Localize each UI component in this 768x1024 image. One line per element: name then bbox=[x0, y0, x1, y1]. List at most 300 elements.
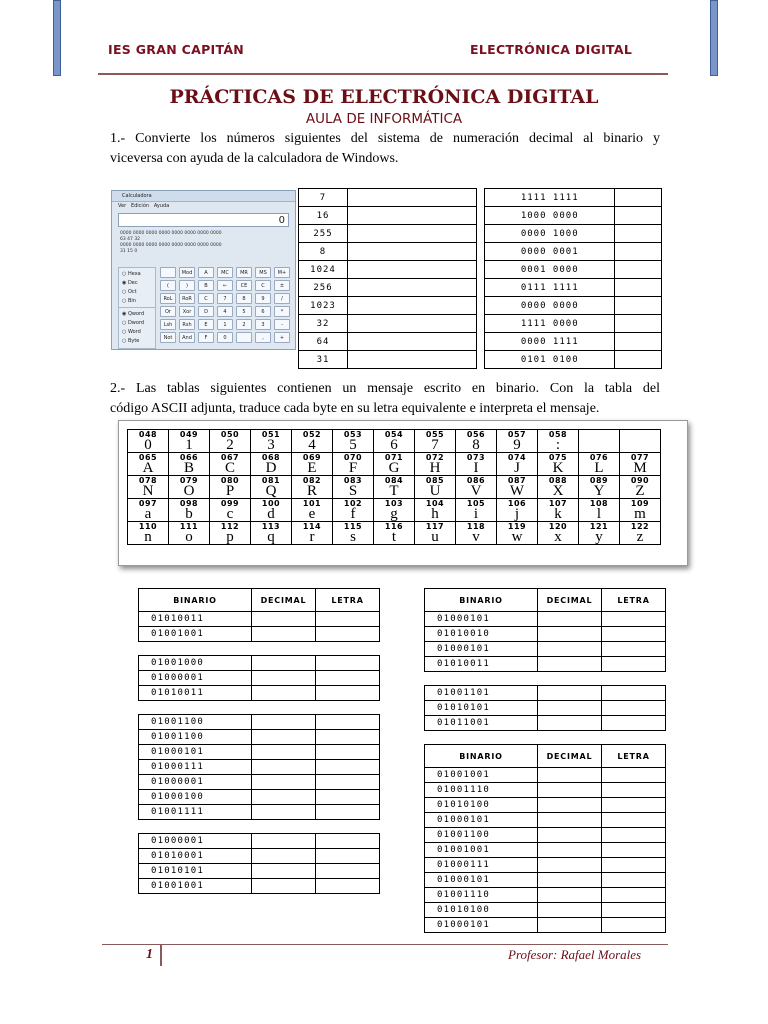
ascii-char: o bbox=[185, 529, 193, 545]
ascii-char: 7 bbox=[431, 437, 439, 453]
decimal-answer-cell[interactable] bbox=[538, 843, 602, 858]
calculator-word-option: ○ Word bbox=[122, 329, 141, 335]
letter-answer-cell[interactable] bbox=[316, 760, 380, 775]
calculator-key: Not bbox=[160, 332, 176, 343]
answer-cell[interactable] bbox=[615, 315, 662, 333]
letter-answer-cell[interactable] bbox=[602, 612, 666, 627]
ascii-code: 098 bbox=[179, 499, 199, 508]
footer-rule bbox=[102, 944, 668, 945]
binary-byte: 01001100 bbox=[139, 730, 252, 745]
ascii-code: 048 bbox=[138, 430, 158, 439]
binary-byte: 01010011 bbox=[425, 657, 538, 672]
given-value: 1111 1111 bbox=[485, 189, 615, 207]
calculator-key: C bbox=[255, 280, 271, 291]
table-row bbox=[485, 279, 662, 297]
table-row bbox=[139, 730, 380, 745]
answer-cell[interactable] bbox=[348, 297, 477, 315]
ascii-cell bbox=[374, 453, 415, 476]
decimal-answer-cell[interactable] bbox=[252, 849, 316, 864]
letter-answer-cell[interactable] bbox=[316, 612, 380, 627]
ascii-code: 077 bbox=[630, 453, 650, 462]
ascii-cell bbox=[128, 499, 169, 522]
table-row bbox=[299, 225, 477, 243]
ascii-code: 066 bbox=[179, 453, 199, 462]
ascii-row bbox=[128, 476, 661, 499]
binary-byte: 01001001 bbox=[139, 879, 252, 894]
table-row bbox=[299, 279, 477, 297]
exercise-2-line-1: 2.- Las tablas siguientes contienen un mensaje escrito en binario. Con la tabla del bbox=[110, 381, 660, 396]
calculator-word-group bbox=[118, 307, 156, 349]
table-row bbox=[299, 243, 477, 261]
exercise-1-line-2: viceversa con ayuda de la calculadora de Windows. bbox=[110, 151, 399, 166]
ascii-code: 072 bbox=[425, 453, 445, 462]
ascii-char: Z bbox=[635, 483, 645, 499]
ascii-cell bbox=[456, 453, 497, 476]
ascii-code: 118 bbox=[466, 522, 486, 531]
answer-cell[interactable] bbox=[348, 225, 477, 243]
ascii-code: 069 bbox=[302, 453, 322, 462]
decimal-answer-cell[interactable] bbox=[538, 642, 602, 657]
letter-answer-cell[interactable] bbox=[602, 783, 666, 798]
page-subtitle: AULA DE INFORMÁTICA bbox=[305, 111, 463, 127]
binary-byte: 01000001 bbox=[139, 775, 252, 790]
ascii-char: O bbox=[183, 483, 195, 499]
ascii-char: L bbox=[594, 460, 604, 476]
table-row bbox=[425, 701, 666, 716]
letter-answer-cell[interactable] bbox=[602, 843, 666, 858]
calculator-key: / bbox=[274, 293, 290, 304]
table-row bbox=[299, 351, 477, 369]
calculator-keypad bbox=[160, 267, 292, 343]
decimal-answer-cell[interactable] bbox=[538, 828, 602, 843]
ascii-code: 055 bbox=[425, 430, 445, 439]
letter-answer-cell[interactable] bbox=[602, 798, 666, 813]
letter-answer-cell[interactable] bbox=[602, 873, 666, 888]
binary-byte: 01010011 bbox=[139, 686, 252, 701]
decimal-answer-cell[interactable] bbox=[538, 798, 602, 813]
ascii-code: 075 bbox=[548, 453, 568, 462]
binary-byte: 01000001 bbox=[139, 671, 252, 686]
binary-byte: 01001100 bbox=[139, 715, 252, 730]
ascii-char: q bbox=[267, 529, 275, 545]
answer-cell[interactable] bbox=[615, 225, 662, 243]
letter-answer-cell[interactable] bbox=[316, 849, 380, 864]
calculator-key: ( bbox=[160, 280, 176, 291]
ascii-cell bbox=[210, 476, 251, 499]
calculator-key bbox=[236, 332, 252, 343]
ascii-code: 102 bbox=[343, 499, 363, 508]
letter-answer-cell[interactable] bbox=[316, 627, 380, 642]
table-row bbox=[139, 760, 380, 775]
table-row bbox=[485, 315, 662, 333]
ascii-cell bbox=[251, 430, 292, 453]
ascii-cell bbox=[497, 499, 538, 522]
letter-answer-cell[interactable] bbox=[316, 805, 380, 820]
letter-answer-cell[interactable] bbox=[316, 730, 380, 745]
decimal-answer-cell[interactable] bbox=[538, 813, 602, 828]
ascii-cell bbox=[333, 453, 374, 476]
letter-answer-cell[interactable] bbox=[602, 888, 666, 903]
answer-cell[interactable] bbox=[348, 189, 477, 207]
answer-cell[interactable] bbox=[615, 189, 662, 207]
decimal-answer-cell[interactable] bbox=[538, 716, 602, 731]
table-row bbox=[139, 715, 380, 730]
ascii-code: 119 bbox=[507, 522, 527, 531]
binary-byte: 01001110 bbox=[425, 888, 538, 903]
decimal-answer-cell[interactable] bbox=[252, 834, 316, 849]
table-row bbox=[139, 686, 380, 701]
ascii-char: A bbox=[142, 460, 154, 476]
table-row bbox=[425, 716, 666, 731]
letter-answer-cell[interactable] bbox=[602, 858, 666, 873]
column-header-binary: BINARIO bbox=[425, 589, 538, 612]
letter-answer-cell[interactable] bbox=[602, 716, 666, 731]
table-row bbox=[425, 858, 666, 873]
answer-cell[interactable] bbox=[348, 261, 477, 279]
ascii-code: 083 bbox=[343, 476, 363, 485]
binary-message-table bbox=[138, 655, 380, 701]
decimal-answer-cell[interactable] bbox=[252, 805, 316, 820]
ascii-cell bbox=[210, 499, 251, 522]
footer-author: Profesor: Rafael Morales bbox=[508, 947, 642, 962]
decimal-answer-cell[interactable] bbox=[538, 768, 602, 783]
ascii-code: 051 bbox=[261, 430, 281, 439]
given-value: 0000 1000 bbox=[485, 225, 615, 243]
binary-byte: 01000100 bbox=[139, 790, 252, 805]
answer-cell[interactable] bbox=[615, 207, 662, 225]
ascii-code: 089 bbox=[589, 476, 609, 485]
ascii-cell bbox=[620, 522, 661, 545]
calculator-key: 4 bbox=[217, 306, 233, 317]
ascii-cell bbox=[456, 476, 497, 499]
given-value: 0000 0001 bbox=[485, 243, 615, 261]
ascii-code: 080 bbox=[220, 476, 240, 485]
ascii-char: 8 bbox=[472, 437, 480, 453]
answer-cell[interactable] bbox=[348, 243, 477, 261]
ascii-char: 3 bbox=[267, 437, 275, 453]
table-row bbox=[425, 843, 666, 858]
binary-byte: 01000101 bbox=[139, 745, 252, 760]
given-value: 255 bbox=[299, 225, 348, 243]
ascii-cell bbox=[415, 522, 456, 545]
decimal-answer-cell[interactable] bbox=[252, 730, 316, 745]
decimal-answer-cell[interactable] bbox=[538, 657, 602, 672]
ascii-cell bbox=[374, 476, 415, 499]
decimal-answer-cell[interactable] bbox=[252, 656, 316, 671]
ascii-char: j bbox=[514, 506, 520, 522]
ascii-char: S bbox=[348, 483, 358, 499]
table-row bbox=[425, 918, 666, 933]
table-row bbox=[485, 243, 662, 261]
answer-cell[interactable] bbox=[615, 333, 662, 351]
binary-byte: 01010010 bbox=[425, 627, 538, 642]
binary-byte: 01000101 bbox=[425, 918, 538, 933]
letter-answer-cell[interactable] bbox=[316, 790, 380, 805]
ascii-char: W bbox=[509, 483, 525, 499]
ascii-cell bbox=[169, 522, 210, 545]
letter-answer-cell[interactable] bbox=[316, 834, 380, 849]
letter-answer-cell[interactable] bbox=[602, 903, 666, 918]
decimal-answer-cell[interactable] bbox=[538, 918, 602, 933]
letter-answer-cell[interactable] bbox=[316, 686, 380, 701]
table-row bbox=[425, 612, 666, 627]
decimal-answer-cell[interactable] bbox=[252, 715, 316, 730]
decimal-answer-cell[interactable] bbox=[252, 671, 316, 686]
answer-cell[interactable] bbox=[348, 207, 477, 225]
ascii-cell bbox=[292, 499, 333, 522]
table-row bbox=[299, 297, 477, 315]
given-value: 256 bbox=[299, 279, 348, 297]
given-value: 1000 0000 bbox=[485, 207, 615, 225]
ascii-cell bbox=[292, 476, 333, 499]
ascii-code: 104 bbox=[425, 499, 445, 508]
answer-cell[interactable] bbox=[348, 279, 477, 297]
answer-cell[interactable] bbox=[348, 333, 477, 351]
table-row bbox=[425, 686, 666, 701]
ascii-char: e bbox=[308, 506, 316, 522]
decimal-answer-cell[interactable] bbox=[252, 864, 316, 879]
answer-cell[interactable] bbox=[615, 243, 662, 261]
ascii-code: 054 bbox=[384, 430, 404, 439]
decimal-answer-cell[interactable] bbox=[538, 612, 602, 627]
given-value: 1111 0000 bbox=[485, 315, 615, 333]
ascii-char: 9 bbox=[513, 437, 521, 453]
ascii-code: 067 bbox=[220, 453, 240, 462]
given-value: 8 bbox=[299, 243, 348, 261]
letter-answer-cell[interactable] bbox=[602, 627, 666, 642]
ascii-char: X bbox=[552, 483, 564, 499]
letter-answer-cell[interactable] bbox=[602, 642, 666, 657]
binary-byte: 01000101 bbox=[425, 612, 538, 627]
decimal-answer-cell[interactable] bbox=[252, 612, 316, 627]
ascii-code: 114 bbox=[302, 522, 322, 531]
decimal-answer-cell[interactable] bbox=[538, 783, 602, 798]
table-row bbox=[139, 834, 380, 849]
binary-byte: 01010001 bbox=[139, 849, 252, 864]
decimal-answer-cell[interactable] bbox=[252, 686, 316, 701]
table-row bbox=[139, 745, 380, 760]
given-value: 64 bbox=[299, 333, 348, 351]
column-header-letter: LETRA bbox=[316, 589, 380, 612]
ascii-code: 079 bbox=[179, 476, 199, 485]
ascii-char: y bbox=[595, 529, 603, 545]
calculator-key: 7 bbox=[217, 293, 233, 304]
binary-byte: 01000111 bbox=[425, 858, 538, 873]
letter-answer-cell[interactable] bbox=[602, 701, 666, 716]
ascii-code: 101 bbox=[302, 499, 322, 508]
answer-cell[interactable] bbox=[348, 351, 477, 369]
answer-cell[interactable] bbox=[615, 261, 662, 279]
ascii-char: r bbox=[309, 529, 315, 545]
ascii-code: 115 bbox=[343, 522, 363, 531]
ascii-code: 087 bbox=[507, 476, 527, 485]
ascii-cell bbox=[415, 453, 456, 476]
ascii-char: u bbox=[431, 529, 439, 545]
ascii-char: V bbox=[470, 483, 482, 499]
calculator-key: F bbox=[198, 332, 214, 343]
letter-answer-cell[interactable] bbox=[602, 686, 666, 701]
ascii-code: 053 bbox=[343, 430, 363, 439]
column-header-binary: BINARIO bbox=[139, 589, 252, 612]
ascii-code: 057 bbox=[507, 430, 527, 439]
decimal-answer-cell[interactable] bbox=[252, 745, 316, 760]
ascii-cell bbox=[128, 430, 169, 453]
binary-byte: 01001100 bbox=[425, 828, 538, 843]
calculator-key: And bbox=[179, 332, 195, 343]
calculator-key: + bbox=[274, 332, 290, 343]
column-header-decimal: DECIMAL bbox=[252, 589, 316, 612]
decimal-answer-cell[interactable] bbox=[538, 686, 602, 701]
calculator-menu-item: Ver bbox=[118, 203, 127, 209]
letter-answer-cell[interactable] bbox=[316, 864, 380, 879]
letter-answer-cell[interactable] bbox=[316, 671, 380, 686]
calculator-bits-line: 63 47 32 bbox=[120, 237, 141, 242]
ascii-char: d bbox=[267, 506, 275, 522]
answer-cell[interactable] bbox=[615, 351, 662, 369]
letter-answer-cell[interactable] bbox=[316, 775, 380, 790]
table-row bbox=[139, 627, 380, 642]
ascii-cell bbox=[374, 522, 415, 545]
ascii-row bbox=[128, 522, 661, 545]
table-row bbox=[485, 351, 662, 369]
ascii-cell bbox=[538, 430, 579, 453]
ascii-char: M bbox=[633, 460, 647, 476]
ascii-cell bbox=[333, 476, 374, 499]
decimal-answer-cell[interactable] bbox=[252, 760, 316, 775]
decimal-answer-cell[interactable] bbox=[538, 858, 602, 873]
answer-cell[interactable] bbox=[615, 279, 662, 297]
ascii-code: 097 bbox=[138, 499, 158, 508]
ascii-cell bbox=[251, 476, 292, 499]
binary-message-table bbox=[138, 588, 380, 642]
ascii-code: 090 bbox=[630, 476, 650, 485]
table-row bbox=[425, 783, 666, 798]
letter-answer-cell[interactable] bbox=[602, 828, 666, 843]
calculator-key: E bbox=[198, 319, 214, 330]
letter-answer-cell[interactable] bbox=[316, 715, 380, 730]
answer-cell[interactable] bbox=[615, 297, 662, 315]
ascii-code: 122 bbox=[630, 522, 650, 531]
ascii-code: 117 bbox=[425, 522, 445, 531]
ascii-cell bbox=[128, 522, 169, 545]
table-row bbox=[139, 775, 380, 790]
table-row bbox=[485, 297, 662, 315]
decimal-answer-cell[interactable] bbox=[252, 775, 316, 790]
footer-separator bbox=[160, 944, 162, 966]
ascii-char: B bbox=[183, 460, 194, 476]
header-bar-left bbox=[53, 0, 61, 76]
ascii-cell bbox=[210, 430, 251, 453]
given-value: 0000 1111 bbox=[485, 333, 615, 351]
letter-answer-cell[interactable] bbox=[316, 879, 380, 894]
ascii-cell bbox=[456, 430, 497, 453]
ascii-cell bbox=[538, 453, 579, 476]
ascii-code: 076 bbox=[589, 453, 609, 462]
ascii-code: 050 bbox=[220, 430, 240, 439]
exercise-2-line-2: código ASCII adjunta, traduce cada byte en su letra equivalente e interpreta el mensaje. bbox=[110, 401, 600, 416]
decimal-answer-cell[interactable] bbox=[538, 701, 602, 716]
ascii-char: 6 bbox=[390, 437, 398, 453]
calculator-radix-option: ○ Bin bbox=[122, 298, 136, 304]
ascii-char: R bbox=[306, 483, 317, 499]
calculator-key: * bbox=[274, 306, 290, 317]
ascii-cell bbox=[292, 453, 333, 476]
given-value: 1023 bbox=[299, 297, 348, 315]
given-value: 32 bbox=[299, 315, 348, 333]
letter-answer-cell[interactable] bbox=[602, 657, 666, 672]
ascii-code: 073 bbox=[466, 453, 486, 462]
given-value: 0001 0000 bbox=[485, 261, 615, 279]
decimal-answer-cell[interactable] bbox=[252, 790, 316, 805]
decimal-answer-cell[interactable] bbox=[538, 888, 602, 903]
ascii-code: 116 bbox=[384, 522, 404, 531]
calculator-key: C bbox=[198, 293, 214, 304]
decimal-answer-cell[interactable] bbox=[538, 873, 602, 888]
binary-byte: 01000101 bbox=[425, 873, 538, 888]
calculator-key: RoR bbox=[179, 293, 195, 304]
ascii-code: 108 bbox=[589, 499, 609, 508]
answer-cell[interactable] bbox=[348, 315, 477, 333]
calculator-radix-option: ◉ Dec bbox=[122, 280, 138, 286]
ascii-code: 084 bbox=[384, 476, 404, 485]
decimal-answer-cell[interactable] bbox=[538, 627, 602, 642]
letter-answer-cell[interactable] bbox=[602, 918, 666, 933]
calculator-word-option: ○ Dword bbox=[122, 320, 145, 326]
ascii-code: 112 bbox=[220, 522, 240, 531]
ascii-char: w bbox=[511, 529, 523, 545]
exercise-2-text bbox=[110, 379, 660, 419]
ascii-code: 109 bbox=[630, 499, 650, 508]
column-header-letter: LETRA bbox=[602, 745, 666, 768]
decimal-answer-cell[interactable] bbox=[252, 627, 316, 642]
decimal-answer-cell[interactable] bbox=[252, 879, 316, 894]
table-row bbox=[139, 656, 380, 671]
ascii-cell bbox=[579, 522, 620, 545]
calculator-key: 0 bbox=[217, 332, 233, 343]
ascii-cell bbox=[456, 522, 497, 545]
ascii-code: 056 bbox=[466, 430, 486, 439]
column-header-decimal: DECIMAL bbox=[538, 589, 602, 612]
ascii-char: F bbox=[348, 460, 358, 476]
letter-answer-cell[interactable] bbox=[316, 656, 380, 671]
calculator-key: , bbox=[255, 332, 271, 343]
ascii-code: 111 bbox=[179, 522, 199, 531]
ascii-cell bbox=[497, 476, 538, 499]
letter-answer-cell[interactable] bbox=[602, 768, 666, 783]
ascii-char: E bbox=[307, 460, 317, 476]
ascii-char: h bbox=[431, 506, 439, 522]
calculator-radix-group bbox=[118, 267, 156, 309]
ascii-cell bbox=[456, 499, 497, 522]
decimal-answer-cell[interactable] bbox=[538, 903, 602, 918]
calculator-word-option: ○ Byte bbox=[122, 338, 140, 344]
column-header-decimal: DECIMAL bbox=[538, 745, 602, 768]
given-value: 7 bbox=[299, 189, 348, 207]
binary-byte: 01000101 bbox=[425, 813, 538, 828]
ascii-row bbox=[128, 430, 661, 453]
letter-answer-cell[interactable] bbox=[316, 745, 380, 760]
ascii-cell bbox=[128, 476, 169, 499]
header-right-text: ELECTRÓNICA DIGITAL bbox=[470, 42, 633, 57]
letter-answer-cell[interactable] bbox=[602, 813, 666, 828]
ascii-cell bbox=[251, 453, 292, 476]
ascii-cell bbox=[169, 430, 210, 453]
calculator-menu-item: Edición bbox=[130, 203, 150, 209]
calculator-key: 9 bbox=[255, 293, 271, 304]
ascii-char: i bbox=[473, 506, 479, 522]
table-row bbox=[425, 798, 666, 813]
ascii-char: k bbox=[554, 506, 562, 522]
